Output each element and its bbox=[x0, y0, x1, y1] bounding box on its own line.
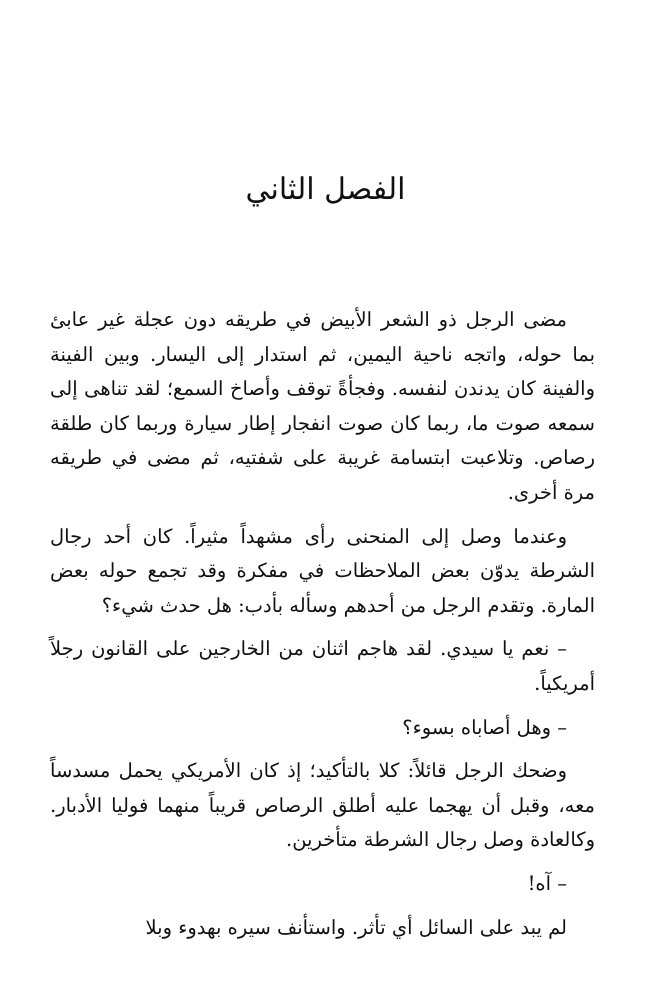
chapter-title: الفصل الثاني bbox=[245, 172, 406, 207]
dialog-line: – وهل أصاباه بسوء؟ bbox=[402, 715, 567, 739]
dialog-line: – نعم يا سيدي. لقد هاجم اثنان من الخارجين على القانون رجلاً أمريكياً. bbox=[50, 637, 595, 695]
chapter-body bbox=[50, 303, 595, 954]
paragraph: وعندما وصل إلى المنحنى رأى مشهداً مثيراً. كان أحد رجال الشرطة يدوّن بعض الملاحظات في مفكرة وقد تجمع حوله بعض المارة. وتقدم الرجل من أحدهم وسأله بأدب: هل حدث شيء؟ bbox=[50, 524, 595, 617]
paragraph: لم يبد على السائل أي تأثر. واستأنف سيره بهدوء وبلا bbox=[145, 915, 567, 939]
paragraph: مضى الرجل ذو الشعر الأبيض في طريقه دون عجلة غير عابئ بما حوله، واتجه ناحية اليمين، ثم استدار إلى اليسار. وبين الفينة والفينة كان يدندن لنفسه. وفجأةً توقف وأصاخ السمع؛ لقد تناهى إلى سمعه صوت ما، ربما كان صوت انفجار إطار سيارة وربما كان طلقة رصاص. وتلاعبت ابتسامة غريبة على شفتيه، ثم مضى في طريقه مرة أخرى. bbox=[50, 308, 595, 504]
paragraph: وضحك الرجل قائلاً: كلا بالتأكيد؛ إذ كان الأمريكي يحمل مسدساً معه، وقبل أن يهجما عليه أطلق الرصاص قريباً منهما فوليا الأدبار. وكالعادة وصل رجال الشرطة متأخرين. bbox=[50, 759, 595, 852]
dialog-line: – آه! bbox=[527, 871, 567, 895]
